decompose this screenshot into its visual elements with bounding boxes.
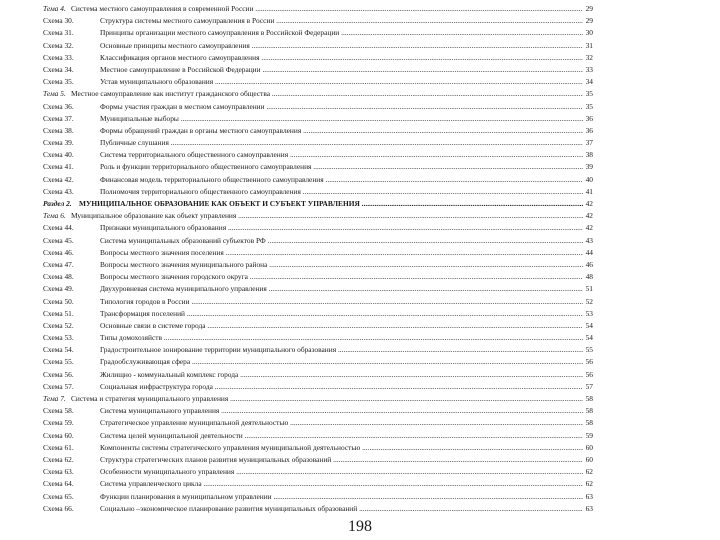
toc-entry (43, 466, 593, 478)
toc-entry-label: Тема 7. (43, 394, 66, 403)
toc-entry-page: 41 (584, 186, 593, 198)
toc-entry-label: Схема 49. (43, 284, 74, 294)
toc-entry-title: Система муниципальных образований субъектов РФ ..... (100, 235, 583, 247)
toc-entry (43, 320, 593, 332)
toc-entry-title: Вопросы местного значения городского округа ..... (100, 271, 583, 283)
toc-entry-page: 40 (584, 174, 593, 186)
toc-entry-label: Схема 31. (43, 28, 74, 38)
table-of-contents (43, 3, 593, 515)
toc-entry-page: 42 (584, 222, 593, 234)
toc-entry (43, 356, 593, 368)
toc-entry (43, 271, 593, 283)
toc-entry-label: Схема 55. (43, 357, 74, 367)
toc-entry-label: Схема 39. (43, 138, 74, 148)
toc-entry (43, 478, 593, 490)
toc-entry (43, 15, 593, 27)
toc-entry-label: Схема 57. (43, 381, 74, 391)
toc-entry-title: Полномочия территориального общественного самоуправления ..... (100, 186, 583, 198)
toc-entry-title: Трансформация поселений ..... (100, 308, 583, 320)
toc-entry-label: Схема 32. (43, 40, 74, 50)
toc-entry-label: Схема 38. (43, 125, 74, 135)
toc-entry-title: Компоненты системы стратегического управления муниципальной деятельностью ..... (100, 442, 583, 454)
toc-topic (43, 88, 593, 100)
toc-entry-label: Схема 43. (43, 186, 74, 196)
toc-entry (43, 332, 593, 344)
toc-entry-title: Типы домохозяйств ..... (100, 332, 583, 344)
toc-entry-label: Схема 64. (43, 479, 74, 489)
toc-entry-label: Схема 60. (43, 430, 74, 440)
toc-entry (43, 454, 593, 466)
toc-entry-title: Признаки муниципального образования ..... (100, 222, 583, 234)
toc-entry-page: 38 (584, 149, 593, 161)
toc-entry-page: 36 (584, 113, 593, 125)
toc-entry-page: 35 (584, 101, 593, 113)
toc-entry-page: 57 (584, 381, 593, 393)
toc-entry-page: 60 (584, 442, 593, 454)
toc-entry-title: Муниципальные выборы ..... (100, 113, 583, 125)
toc-entry-page: 55 (584, 344, 593, 356)
toc-entry-page: 62 (584, 478, 593, 490)
toc-entry-title: Структура стратегических планов развития муниципальных образований ..... (100, 454, 583, 466)
toc-entry-title: Вопросы местного значения муниципального района ..... (100, 259, 583, 271)
toc-entry-title: Социально –экономическое планирование развития муниципальных образований ..... (100, 503, 583, 515)
toc-entry-label: Схема 48. (43, 272, 74, 282)
toc-entry (43, 308, 593, 320)
toc-entry-title: Стратегическое управление муниципальной деятельностью ..... (100, 417, 583, 429)
toc-entry-page: 34 (584, 76, 593, 88)
toc-entry-page: 33 (584, 64, 593, 76)
toc-entry-page: 62 (584, 466, 593, 478)
toc-entry-label: Схема 34. (43, 64, 74, 74)
toc-entry-page: 29 (584, 3, 593, 15)
toc-entry-page: 56 (584, 369, 593, 381)
toc-entry-label: Схема 66. (43, 503, 74, 513)
toc-entry-label: Схема 50. (43, 296, 74, 306)
toc-entry-title: Публичные слушания ..... (100, 137, 583, 149)
toc-entry-page: 43 (584, 235, 593, 247)
toc-entry-label: Схема 54. (43, 345, 74, 355)
toc-entry-page: 58 (584, 393, 593, 405)
toc-entry-label: Схема 59. (43, 418, 74, 428)
toc-entry (43, 113, 593, 125)
toc-entry-page: 56 (584, 356, 593, 368)
toc-entry-title: Система управленческого цикла ..... (100, 478, 583, 490)
toc-entry-label: Схема 41. (43, 162, 74, 172)
toc-entry-page: 63 (584, 491, 593, 503)
toc-entry-label: Схема 45. (43, 235, 74, 245)
toc-entry-page: 63 (584, 503, 593, 515)
toc-entry (43, 491, 593, 503)
toc-entry-page: 29 (584, 15, 593, 27)
toc-entry-title: Система местного самоуправления в современной России ..... (71, 3, 583, 15)
toc-entry-label: Схема 53. (43, 333, 74, 343)
toc-entry-title: Структура системы местного самоуправления в России ..... (100, 15, 583, 27)
toc-entry-title: Роль и функции территориального общественного самоуправления ..... (100, 161, 583, 173)
toc-entry-page: 44 (584, 247, 593, 259)
toc-entry (43, 381, 593, 393)
toc-entry-title: Формы участия граждан в местном самоуправлении ..... (100, 101, 583, 113)
toc-entry-label: Схема 52. (43, 320, 74, 330)
toc-entry-title: Классификация органов местного самоуправления ..... (100, 52, 583, 64)
toc-entry-title: Градостроительное зонирование территории муниципального образования ..... (100, 344, 583, 356)
toc-entry-page: 59 (584, 430, 593, 442)
toc-entry-title: Двухуровневая система муниципального управления ..... (100, 283, 583, 295)
toc-entry-title: Местное самоуправление в Российской Федерации ..... (100, 64, 583, 76)
toc-entry-title: Формы обращений граждан в органы местного самоуправления ..... (100, 125, 583, 137)
toc-entry-label: Схема 44. (43, 223, 74, 233)
toc-entry-page: 58 (584, 405, 593, 417)
toc-entry (43, 137, 593, 149)
toc-entry-label: Схема 58. (43, 406, 74, 416)
toc-entry-title: Типология городов в России ..... (100, 296, 583, 308)
toc-entry-title: Вопросы местного значения поселения ..... (100, 247, 583, 259)
toc-entry-label: Раздел 2. (43, 199, 72, 208)
toc-entry (43, 52, 593, 64)
toc-entry-title: Система территориального общественного самоуправления ..... (100, 149, 583, 161)
toc-entry (43, 405, 593, 417)
toc-entry (43, 161, 593, 173)
toc-entry-page: 32 (584, 52, 593, 64)
toc-entry-label: Схема 35. (43, 77, 74, 87)
toc-section (43, 198, 593, 210)
toc-entry-page: 58 (584, 417, 593, 429)
toc-entry (43, 369, 593, 381)
toc-entry (43, 27, 593, 39)
toc-entry-page: 42 (584, 198, 593, 210)
toc-entry-label: Схема 56. (43, 369, 74, 379)
toc-entry (43, 186, 593, 198)
toc-entry-title: МУНИЦИПАЛЬНОЕ ОБРАЗОВАНИЕ КАК ОБЪЕКТ И СУБЪЕКТ УПРАВЛЕНИЯ ..... (79, 198, 583, 210)
toc-entry-title: Система целей муниципальной деятельности ..... (100, 430, 583, 442)
toc-entry-page: 52 (584, 296, 593, 308)
toc-entry (43, 296, 593, 308)
page-number: 198 (348, 518, 372, 535)
toc-entry (43, 259, 593, 271)
toc-entry-page: 54 (584, 332, 593, 344)
toc-entry (43, 76, 593, 88)
toc-entry (43, 503, 593, 515)
toc-entry-page: 51 (584, 283, 593, 295)
toc-entry-title: Устав муниципального образования ..... (100, 76, 583, 88)
toc-entry-label: Схема 30. (43, 16, 74, 26)
toc-entry-title: Финансовая модель территориального общественного самоуправления ..... (100, 174, 583, 186)
toc-entry-title: Особенности муниципального управления ..... (100, 466, 583, 478)
toc-entry-label: Схема 47. (43, 259, 74, 269)
toc-entry (43, 344, 593, 356)
toc-entry-title: Система муниципального управления ..... (100, 405, 583, 417)
toc-entry-label: Схема 65. (43, 491, 74, 501)
toc-entry-page: 53 (584, 308, 593, 320)
toc-entry-title: Муниципальное образование как объект управления ..... (71, 210, 583, 222)
toc-entry-page: 46 (584, 259, 593, 271)
toc-entry (43, 174, 593, 186)
toc-entry-label: Схема 40. (43, 150, 74, 160)
toc-entry (43, 247, 593, 259)
toc-entry (43, 430, 593, 442)
toc-entry (43, 235, 593, 247)
toc-entry-title: Градообслуживающая сфера ..... (100, 356, 583, 368)
toc-entry-page: 37 (584, 137, 593, 149)
toc-entry-label: Схема 36. (43, 101, 74, 111)
toc-entry-title: Принципы организации местного самоуправления в Российской Федерации ..... (100, 27, 583, 39)
toc-entry-label: Схема 37. (43, 113, 74, 123)
toc-entry-page: 35 (584, 88, 593, 100)
toc-entry-title: Функции планирования в муниципальном управлении ..... (100, 491, 583, 503)
toc-entry-title: Социальная инфраструктура города ..... (100, 381, 583, 393)
toc-entry-label: Тема 5. (43, 89, 66, 99)
toc-entry-title: Основные связи в системе города ..... (100, 320, 583, 332)
toc-entry-page: 54 (584, 320, 593, 332)
toc-entry (43, 64, 593, 76)
toc-topic (43, 3, 593, 15)
toc-entry-title: Система и стратегия муниципального управления ..... (71, 393, 583, 405)
toc-entry-page: 42 (584, 210, 593, 222)
toc-entry (43, 442, 593, 454)
toc-entry (43, 283, 593, 295)
toc-entry-label: Схема 61. (43, 442, 74, 452)
toc-entry-title: Жилищно - коммунальный комплекс города ..... (100, 369, 583, 381)
toc-entry-label: Тема 4. (43, 4, 66, 13)
toc-entry-page: 60 (584, 454, 593, 466)
toc-entry-page: 48 (584, 271, 593, 283)
toc-topic (43, 210, 593, 222)
toc-entry (43, 149, 593, 161)
toc-entry-page: 36 (584, 125, 593, 137)
toc-entry-page: 30 (584, 27, 593, 39)
toc-entry (43, 40, 593, 52)
toc-entry-title: Основные принципы местного самоуправления ..... (100, 40, 583, 52)
toc-entry-label: Схема 33. (43, 52, 74, 62)
toc-entry (43, 222, 593, 234)
toc-entry (43, 417, 593, 429)
toc-entry-label: Схема 46. (43, 247, 74, 257)
toc-entry-label: Схема 51. (43, 308, 74, 318)
toc-entry-label: Схема 42. (43, 174, 74, 184)
toc-topic (43, 393, 593, 405)
toc-entry-label: Тема 6. (43, 211, 66, 221)
toc-entry-title: Местное самоуправление как институт гражданского общества ..... (71, 88, 583, 100)
toc-entry-label: Схема 62. (43, 454, 74, 464)
toc-entry (43, 101, 593, 113)
toc-entry-label: Схема 63. (43, 467, 74, 477)
toc-entry-page: 31 (584, 40, 593, 52)
toc-entry-page: 39 (584, 161, 593, 173)
toc-entry (43, 125, 593, 137)
